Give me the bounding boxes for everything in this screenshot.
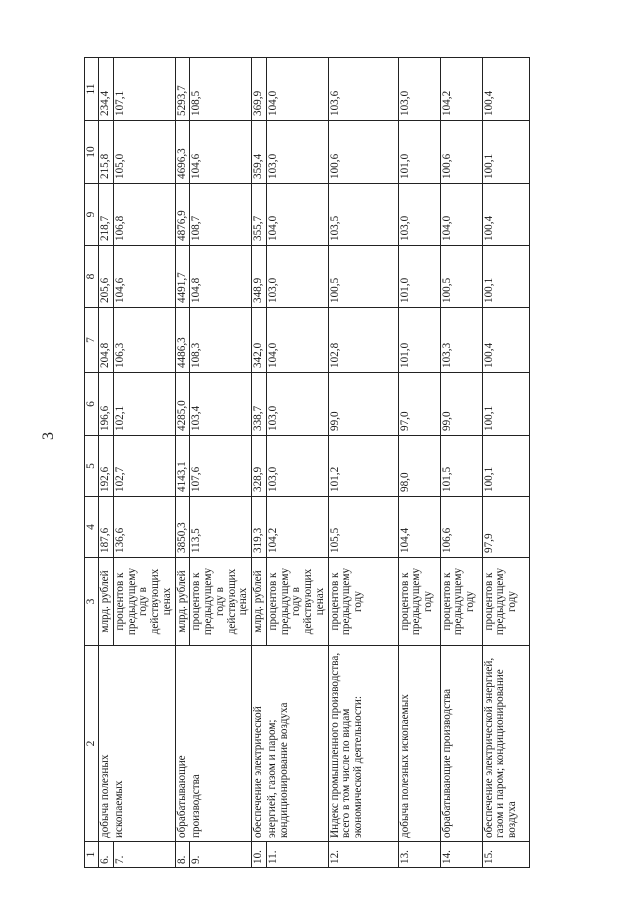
- value-cell: 4486,3: [175, 308, 190, 373]
- value-cell: 103,6: [328, 58, 398, 121]
- col-header: 6: [85, 373, 99, 436]
- indicator-name: добыча полезных: [99, 646, 114, 842]
- value-cell: 100,4: [482, 58, 529, 121]
- value-cell: 104,0: [266, 184, 328, 246]
- col-header: 11: [85, 58, 99, 121]
- row-number: 10.: [252, 842, 267, 868]
- value-cell: 106,6: [440, 497, 482, 558]
- value-cell: 355,7: [252, 184, 267, 246]
- value-cell: 348,9: [252, 246, 267, 308]
- value-cell: 104,6: [113, 246, 175, 308]
- value-cell: 101,0: [398, 121, 440, 184]
- value-cell: 97,0: [398, 373, 440, 436]
- value-cell: 218,7: [99, 184, 114, 246]
- value-cell: 108,3: [190, 308, 252, 373]
- value-cell: 103,0: [398, 184, 440, 246]
- value-cell: 100,6: [328, 121, 398, 184]
- value-cell: 100,1: [482, 246, 529, 308]
- table-row: [398, 58, 440, 868]
- indicator-name: обрабатывающие производства: [440, 646, 482, 842]
- page-number: 3: [40, 432, 57, 440]
- value-cell: 104,0: [440, 184, 482, 246]
- indicator-name: Индекс промышленного производства, всего в том числе по видам экономической деятельности:: [328, 646, 398, 842]
- value-cell: 103,4: [190, 373, 252, 436]
- col-header: 10: [85, 121, 99, 184]
- unit-of-measure: процентов к предыдущему году: [440, 558, 482, 646]
- value-cell: 101,0: [398, 308, 440, 373]
- row-number: 13.: [398, 842, 440, 868]
- value-cell: 205,6: [99, 246, 114, 308]
- value-cell: 4876,9: [175, 184, 190, 246]
- table-row: [266, 58, 328, 868]
- indicator-name: производства: [190, 646, 252, 842]
- value-cell: 97,9: [482, 497, 529, 558]
- value-cell: 100,1: [482, 121, 529, 184]
- row-number: 9.: [190, 842, 252, 868]
- table-row: [190, 58, 252, 868]
- value-cell: 4491,7: [175, 246, 190, 308]
- col-header: 1: [85, 842, 99, 868]
- value-cell: 215,8: [99, 121, 114, 184]
- value-cell: 359,4: [252, 121, 267, 184]
- value-cell: 108,5: [190, 58, 252, 121]
- value-cell: 104,0: [266, 58, 328, 121]
- indicator-name: ископаемых: [113, 646, 175, 842]
- header-row: [85, 58, 99, 868]
- value-cell: 100,1: [482, 373, 529, 436]
- indicator-name: обеспечение электрической энергией, газом и паром; кондиционирование воздуха: [482, 646, 529, 842]
- value-cell: 100,4: [482, 184, 529, 246]
- indicator-name: обеспечение электрической: [252, 646, 267, 842]
- value-cell: 104,4: [398, 497, 440, 558]
- value-cell: 105,0: [113, 121, 175, 184]
- value-cell: 3850,3: [175, 497, 190, 558]
- table-row: [99, 58, 114, 868]
- unit-of-measure: млрд. рублей: [175, 558, 190, 646]
- table-row: [328, 58, 398, 868]
- value-cell: 136,6: [113, 497, 175, 558]
- row-number: 11.: [266, 842, 328, 868]
- col-header: 4: [85, 497, 99, 558]
- table-row: [482, 58, 529, 868]
- unit-of-measure: процентов к предыдущему году в действующих ценах: [190, 558, 252, 646]
- value-cell: 107,1: [113, 58, 175, 121]
- value-cell: 100,5: [440, 246, 482, 308]
- value-cell: 104,0: [266, 308, 328, 373]
- value-cell: 338,7: [252, 373, 267, 436]
- row-number: 15.: [482, 842, 529, 868]
- unit-of-measure: процентов к предыдущему году: [328, 558, 398, 646]
- value-cell: 5293,7: [175, 58, 190, 121]
- indicator-name: энергией, газом и паром; кондиционирование воздуха: [266, 646, 328, 842]
- value-cell: 103,0: [398, 58, 440, 121]
- value-cell: 104,2: [440, 58, 482, 121]
- value-cell: 101,5: [440, 436, 482, 497]
- row-number: 6.: [99, 842, 114, 868]
- value-cell: 104,2: [266, 497, 328, 558]
- value-cell: 105,5: [328, 497, 398, 558]
- table-row: [252, 58, 267, 868]
- value-cell: 4696,3: [175, 121, 190, 184]
- statistics-table: [84, 57, 530, 868]
- value-cell: 342,0: [252, 308, 267, 373]
- row-number: 14.: [440, 842, 482, 868]
- value-cell: 101,0: [398, 246, 440, 308]
- unit-of-measure: млрд. рублей: [99, 558, 114, 646]
- table-row: [440, 58, 482, 868]
- unit-of-measure: процентов к предыдущему году: [482, 558, 529, 646]
- value-cell: 328,9: [252, 436, 267, 497]
- value-cell: 99,0: [440, 373, 482, 436]
- value-cell: 103,0: [266, 373, 328, 436]
- value-cell: 4143,1: [175, 436, 190, 497]
- unit-of-measure: процентов к предыдущему году в действующих ценах: [113, 558, 175, 646]
- value-cell: 104,6: [190, 121, 252, 184]
- value-cell: 187,6: [99, 497, 114, 558]
- value-cell: 369,9: [252, 58, 267, 121]
- table-row: [175, 58, 190, 868]
- value-cell: 113,5: [190, 497, 252, 558]
- value-cell: 102,1: [113, 373, 175, 436]
- value-cell: 106,3: [113, 308, 175, 373]
- unit-of-measure: млрд. рублей: [252, 558, 267, 646]
- indicator-name: обрабатывающие: [175, 646, 190, 842]
- value-cell: 319,3: [252, 497, 267, 558]
- unit-of-measure: процентов к предыдущему году: [398, 558, 440, 646]
- value-cell: 103,0: [266, 436, 328, 497]
- value-cell: 102,7: [113, 436, 175, 497]
- value-cell: 204,8: [99, 308, 114, 373]
- rotated-table-wrap: [84, 58, 526, 868]
- col-header: 9: [85, 184, 99, 246]
- col-header: 7: [85, 308, 99, 373]
- value-cell: 103,5: [328, 184, 398, 246]
- value-cell: 103,3: [440, 308, 482, 373]
- value-cell: 4285,0: [175, 373, 190, 436]
- value-cell: 192,6: [99, 436, 114, 497]
- value-cell: 234,4: [99, 58, 114, 121]
- value-cell: 99,0: [328, 373, 398, 436]
- row-number: 7.: [113, 842, 175, 868]
- value-cell: 100,4: [482, 308, 529, 373]
- value-cell: 196,6: [99, 373, 114, 436]
- value-cell: 103,0: [266, 246, 328, 308]
- indicator-name: добыча полезных ископаемых: [398, 646, 440, 842]
- unit-of-measure: процентов к предыдущему году в действующих ценах: [266, 558, 328, 646]
- col-header: 3: [85, 558, 99, 646]
- value-cell: 102,8: [328, 308, 398, 373]
- value-cell: 108,7: [190, 184, 252, 246]
- value-cell: 107,6: [190, 436, 252, 497]
- value-cell: 101,2: [328, 436, 398, 497]
- value-cell: 100,1: [482, 436, 529, 497]
- row-number: 8.: [175, 842, 190, 868]
- value-cell: 98,0: [398, 436, 440, 497]
- value-cell: 104,8: [190, 246, 252, 308]
- value-cell: 100,5: [328, 246, 398, 308]
- row-number: 12.: [328, 842, 398, 868]
- col-header: 5: [85, 436, 99, 497]
- value-cell: 106,8: [113, 184, 175, 246]
- value-cell: 103,0: [266, 121, 328, 184]
- col-header: 2: [85, 646, 99, 842]
- value-cell: 100,6: [440, 121, 482, 184]
- table-row: [113, 58, 175, 868]
- col-header: 8: [85, 246, 99, 308]
